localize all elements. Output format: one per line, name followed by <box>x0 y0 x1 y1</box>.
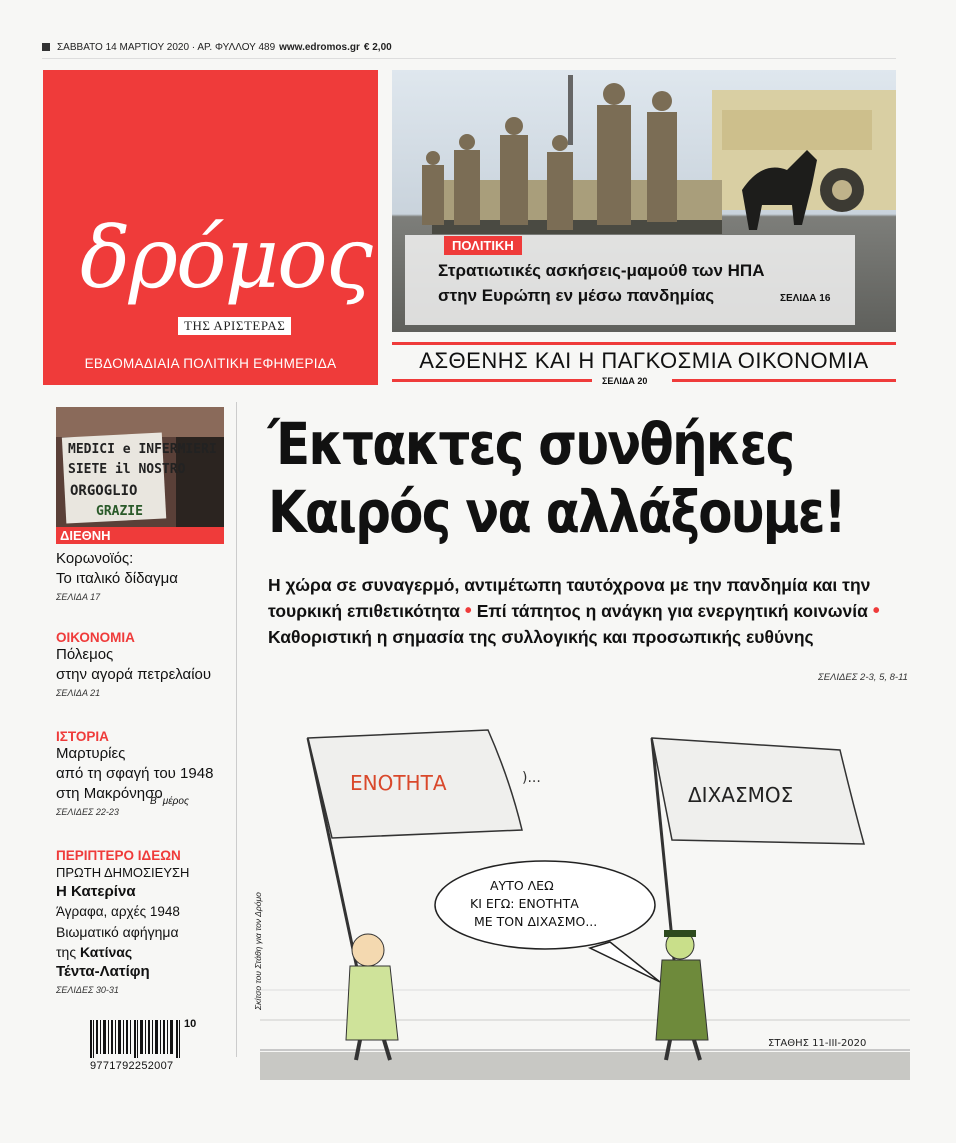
story-author-line <box>56 942 231 962</box>
logo-wordmark: δρόμος <box>80 209 371 307</box>
category-politics[interactable]: ΠΟΛΙΤΙΚΗ <box>444 236 522 255</box>
sidebar-item-line1: Μαρτυρίες <box>56 745 126 762</box>
author-last: Τέντα-Λατίφη <box>56 963 150 980</box>
flag-right-text: ΔΙΧΑΣΜΟΣ <box>688 783 794 807</box>
cartoon-credit: Σκίτσο του Στάθη για τον Δρόμο <box>253 892 263 1010</box>
deck-part1: Η χώρα σε συναγερμό, αντιμέτωπη ταυτόχρονα με την πανδημία και την τουρκική επιθετικότητα <box>268 575 871 621</box>
logo[interactable] <box>80 208 371 318</box>
barcode-number: 9771792252007 <box>90 1060 174 1072</box>
first-publication-kicker: ΠΡΩΤΗ ΔΗΜΟΣΙΕΥΣΗ <box>56 865 190 880</box>
main-headline-line2: Καιρός να αλλάξουμε! <box>268 478 845 546</box>
bullet-icon: • <box>872 600 880 622</box>
category-world[interactable]: ΔΙΕΘΝΗ <box>56 527 224 544</box>
speech-line3: ΜΕ ΤΟΝ ΔΙΧΑΣΜΟ... <box>474 914 598 929</box>
sidebar-item-ideas[interactable] <box>56 848 231 995</box>
sidebar-item-history[interactable] <box>56 729 231 818</box>
banner-line2: SIETE il NOSTRO <box>68 462 186 477</box>
sidebar-item-line2: Το ιταλικό δίδαγμα <box>56 570 178 587</box>
main-headline-line1: Έκτακτες συνθήκες <box>268 410 794 478</box>
deck-part3: Καθοριστική η σημασία της συλλογικής και προσωπικής ευθύνης <box>268 627 814 647</box>
top-divider <box>42 58 896 59</box>
author-first: Κατίνας <box>79 944 133 960</box>
red-rule <box>392 379 592 382</box>
cartoon-dots: )... <box>522 770 541 786</box>
square-bullet-icon <box>42 43 50 51</box>
price: € 2,00 <box>363 41 392 53</box>
sidebar-item-page: ΣΕΛΙΔΑ 21 <box>56 688 101 698</box>
story-title: Η Κατερίνα <box>56 883 136 900</box>
part-note: Β΄ μέρος <box>150 796 189 807</box>
photo-headline-line1: Στρατιωτικές ασκήσεις-μαμούθ των ΗΠΑ <box>438 261 765 280</box>
column-divider <box>236 402 237 1057</box>
author-prefix: της <box>56 944 80 960</box>
red-rule <box>392 342 896 345</box>
sidebar-item-line1: Κορωνοϊός: <box>56 550 134 567</box>
cartoon-signature: ΣΤΑΘΗΣ 11-ΙΙΙ-2020 <box>768 1038 867 1049</box>
sidebar-item-world[interactable] <box>56 549 231 602</box>
red-rule <box>672 379 896 382</box>
banner-illustration <box>56 407 224 527</box>
sidebar-item-line1: Πόλεμος <box>56 646 114 663</box>
tagline: ΕΒΔΟΜΑΔΙΑΙΑ ΠΟΛΙΤΙΚΗ ΕΦΗΜΕΡΙΔΑ <box>84 356 337 371</box>
issue-number: 10 <box>184 1018 197 1030</box>
dateline: ΣΑΒΒΑΤΟ 14 ΜΑΡΤΙΟΥ 2020 · ΑΡ. ΦΥΛΛΟΥ 489 <box>57 41 276 53</box>
speech-line2: ΚΙ ΕΓΩ: ΕΝΟΤΗΤΑ <box>470 896 579 911</box>
barcode-icon <box>90 1020 182 1058</box>
deck-part2: Επί τάπητος η ανάγκη για ενεργητική κοινωνία <box>476 601 868 621</box>
bullet-icon: • <box>464 600 472 622</box>
banner-line3: ORGOGLIO <box>70 483 138 499</box>
speech-line1: ΑΥΤΟ ΛΕΩ <box>490 878 554 893</box>
story-description: Βιωματικό αφήγημα <box>56 924 179 940</box>
story-subtitle: Άγραφα, αρχές 1948 <box>56 904 180 919</box>
barcode <box>90 1020 182 1058</box>
category-history: ΙΣΤΟΡΙΑ <box>56 729 109 744</box>
logo-subtitle: ΤΗΣ ΑΡΙΣΤΕΡΑΣ <box>178 317 291 335</box>
main-deck <box>268 572 908 650</box>
photo-headline-line2: στην Ευρώπη εν μέσω πανδημίας <box>438 286 715 305</box>
economy-page: ΣΕΛΙΔΑ 20 <box>602 376 648 386</box>
economy-headline[interactable]: ΑΣΘΕΝΗΣ ΚΑΙ Η ΠΑΓΚΟΣΜΙΑ ΟΙΚΟΝΟΜΙΑ <box>419 348 869 373</box>
sidebar-item-page: ΣΕΛΙΔΕΣ 22-23 <box>56 807 119 817</box>
main-headline[interactable] <box>268 410 845 546</box>
sidebar-item-page: ΣΕΛΙΔΕΣ 30-31 <box>56 985 119 995</box>
banner-line1: MEDICI e INFERMIERI <box>68 442 217 457</box>
photo-story-page: ΣΕΛΙΔΑ 16 <box>780 293 831 304</box>
sidebar-item-line2: από τη σφαγή του 1948 <box>56 765 214 782</box>
sidebar-item-line3: στη Μακρόνησο <box>56 785 163 802</box>
cartoon[interactable] <box>260 720 910 1080</box>
protest-banner-photo[interactable] <box>56 407 224 527</box>
sidebar-item-economy[interactable] <box>56 630 231 698</box>
category-economy: ΟΙΚΟΝΟΜΙΑ <box>56 630 135 645</box>
flag-left-text: ΕΝΟΤΗΤΑ <box>350 771 447 795</box>
dateline-bar <box>42 38 922 56</box>
sidebar-item-page: ΣΕΛΙΔΑ 17 <box>56 592 101 602</box>
sidebar-item-line2: στην αγορά πετρελαίου <box>56 666 212 683</box>
main-story-pages: ΣΕΛΙΔΕΣ 2-3, 5, 8-11 <box>818 672 908 683</box>
category-ideas: ΠΕΡΙΠΤΕΡΟ ΙΔΕΩΝ <box>56 848 181 863</box>
website-link[interactable]: www.edromos.gr <box>279 41 360 53</box>
cartoon-drawing <box>260 720 910 1080</box>
banner-line4: GRAZIE <box>96 504 143 519</box>
